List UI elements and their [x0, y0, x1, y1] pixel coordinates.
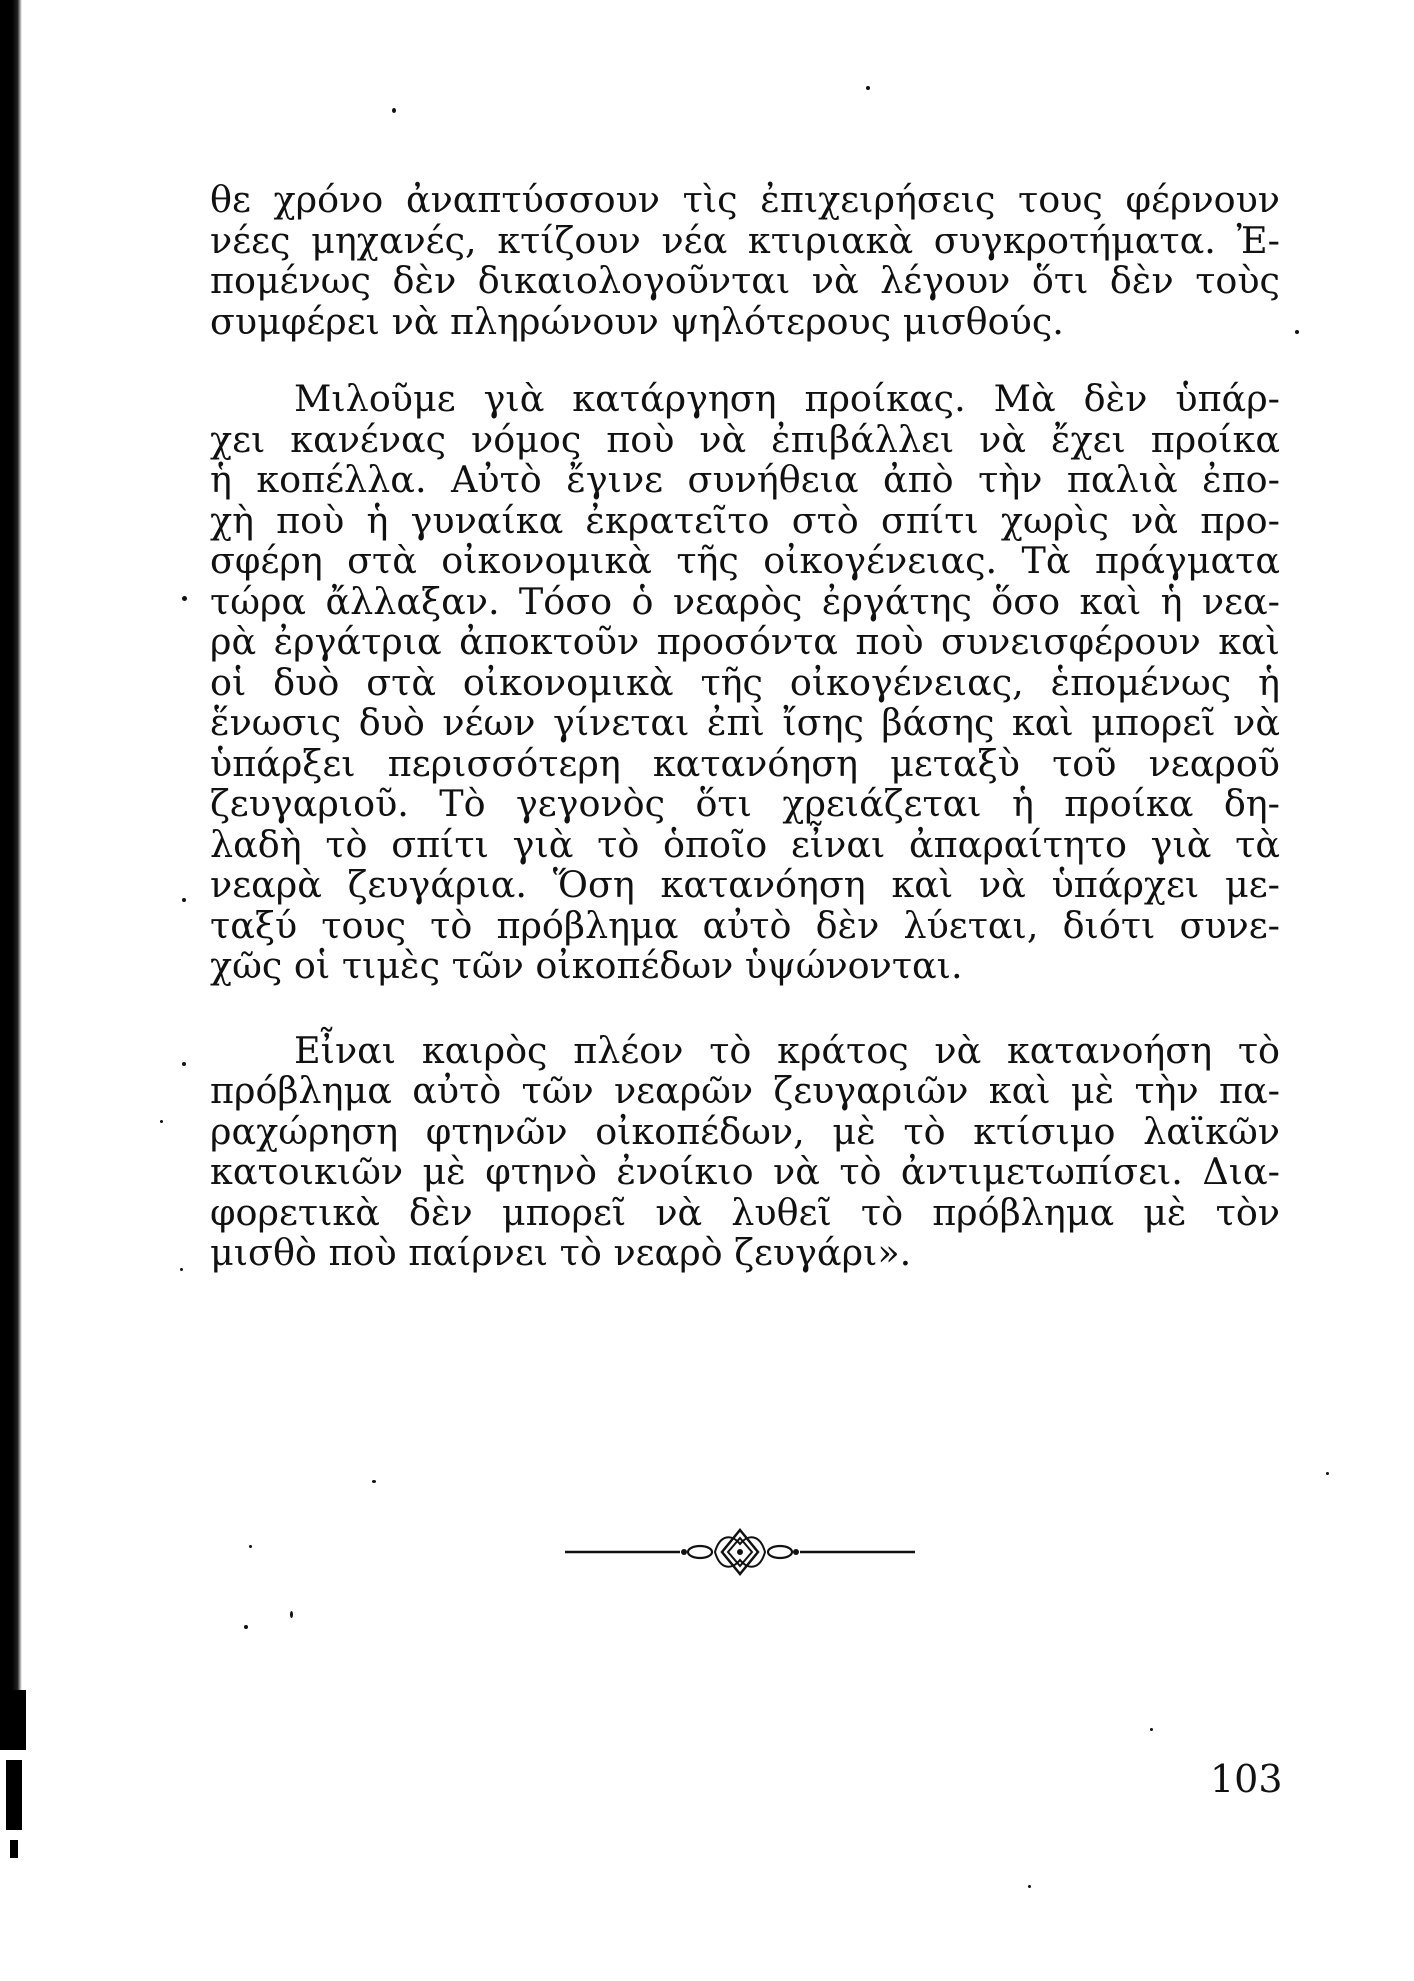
page-body — [210, 180, 1280, 1274]
scan-speck — [249, 1545, 252, 1548]
scan-speck — [1326, 1472, 1329, 1475]
scan-binding-edge — [0, 0, 28, 1981]
ornament-divider — [560, 1522, 920, 1582]
paragraph — [210, 1028, 1280, 1274]
text-line: χῶς οἱ τιμὲς τῶν οἰκοπέδων ὑψώνονται. — [210, 944, 963, 987]
scan-speck — [290, 1611, 293, 1618]
scan-edge-blot — [0, 1690, 26, 1750]
text-line: νέες μηχανές, κτίζουν νέα κτιριακὰ συγκροτήματα. Ἐ- — [210, 218, 1280, 262]
text-line: κατοικιῶν μὲ φτηνὸ ἐνοίκιο νὰ τὸ ἀντιμετωπίσει. Δια- — [210, 1150, 1280, 1193]
text-line: χὴ ποὺ ἡ γυναίκα ἐκρατεῖτο στὸ σπίτι χωρὶς νὰ προ- — [210, 498, 1280, 542]
text-line: ζευγαριοῦ. Τὸ γεγονὸς ὅτι χρειάζεται ἡ προίκα δη- — [210, 782, 1280, 825]
scan-speck — [160, 1120, 163, 1123]
text-line: ὑπάρξει περισσότερη κατανόηση μεταξὺ τοῦ νεαροῦ — [210, 741, 1280, 785]
scan-speck — [182, 898, 186, 902]
text-line: ταξύ τους τὸ πρόβλημα αὐτὸ δὲν λύεται, διότι συνε- — [210, 903, 1280, 947]
scan-speck — [392, 108, 396, 113]
text-line: ρὰ ἐργάτρια ἀποκτοῦν προσόντα ποὺ συνεισφέρουν καὶ — [210, 620, 1280, 663]
paragraph — [210, 180, 1280, 342]
page-number: 103 — [1210, 1757, 1283, 1801]
text-line: οἱ δυὸ στὰ οἰκονομικὰ τῆς οἰκογένειας, ἑπομένως ἡ — [210, 660, 1280, 704]
text-line: Μιλοῦμε γιὰ κατάργηση προίκας. Μὰ δὲν ὑπάρ- — [294, 377, 1280, 420]
scan-speck — [182, 1062, 186, 1066]
scan-speck — [182, 596, 187, 601]
text-line: λαδὴ τὸ σπίτι γιὰ τὸ ὁποῖο εἶναι ἀπαραίτητο γιὰ τὰ — [210, 822, 1280, 866]
text-line: χει κανένας νόμος ποὺ νὰ ἐπιβάλλει νὰ ἔχει προίκα — [210, 417, 1280, 461]
text-line: Εἶναι καιρὸς πλέον τὸ κράτος νὰ κατανοήση τὸ — [294, 1028, 1280, 1072]
scan-speck — [1150, 1728, 1153, 1731]
scan-edge-shadow — [0, 0, 22, 1720]
scan-speck — [372, 1480, 376, 1483]
text-line: συμφέρει νὰ πληρώνουν ψηλότερους μισθούς. — [210, 299, 1064, 343]
text-line: πρόβλημα αὐτὸ τῶν νεαρῶν ζευγαριῶν καὶ μὲ τὴν πα- — [210, 1069, 1280, 1112]
text-line: ἕνωσις δυὸ νέων γίνεται ἐπὶ ἴσης βάσης καὶ μπορεῖ νὰ — [210, 701, 1280, 744]
text-line: πομένως δὲν δικαιολογοῦνται νὰ λέγουν ὅτι δὲν τοὺς — [210, 259, 1280, 302]
text-line: τώρα ἄλλαξαν. Τόσο ὁ νεαρὸς ἐργάτης ὅσο καὶ ἡ νεα- — [210, 579, 1280, 623]
text-line: ἡ κοπέλλα. Αὐτὸ ἔγινε συνήθεια ἀπὸ τὴν παλιὰ ἐπο- — [210, 458, 1280, 501]
text-line: νεαρὰ ζευγάρια. Ὅση κατανόηση καὶ νὰ ὑπάρχει με- — [210, 863, 1280, 906]
paragraph — [210, 379, 1280, 987]
scan-speck — [1295, 330, 1299, 334]
text-line: θε χρόνο ἀναπτύσσουν τὶς ἐπιχειρήσεις τους φέρνουν — [210, 178, 1280, 221]
scan-speck — [180, 1268, 183, 1271]
scan-speck — [866, 86, 870, 90]
text-line: μισθὸ ποὺ παίρνει τὸ νεαρὸ ζευγάρι». — [210, 1231, 912, 1274]
scan-edge-blot — [6, 1760, 22, 1830]
text-line: σφέρη στὰ οἰκονομικὰ τῆς οἰκογένειας. Τὰ πράγματα — [210, 539, 1280, 582]
text-line: ραχώρηση φτηνῶν οἰκοπέδων, μὲ τὸ κτίσιμο λαϊκῶν — [210, 1109, 1280, 1153]
text-line: φορετικὰ δὲν μπορεῖ νὰ λυθεῖ τὸ πρόβλημα μὲ τὸν — [210, 1190, 1280, 1234]
scan-edge-blot — [10, 1840, 18, 1858]
scan-speck — [1028, 1885, 1031, 1888]
scan-speck — [244, 1625, 248, 1629]
